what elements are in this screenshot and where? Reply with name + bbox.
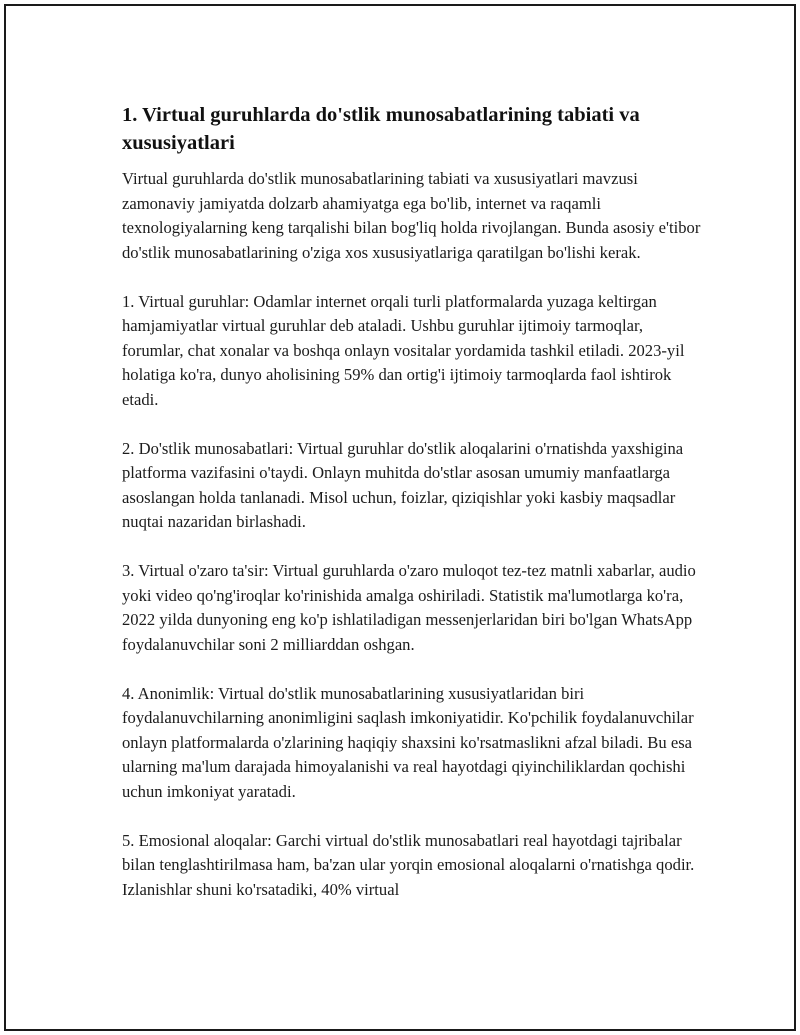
paragraph-virtual-interaction: 3. Virtual o'zaro ta'sir: Virtual guruhlarda o'zaro muloqot tez-tez matnli xabarlar, audio yoki video qo'ng'iroqlar ko'rinishida amalga oshiriladi. Statistik ma'lumotlarga ko'ra, 2022 yilda dunyoning eng ko'p ishlatiladigan messenjerlaridan biri bo'lgan WhatsApp foydalanuvchilar soni 2 milliarddan oshgan. [122,561,696,654]
section-heading: 1. Virtual guruhlarda do'stlik munosabatlarining tabiati va xususiyatlari [122,104,640,154]
page-frame [4,4,796,1031]
paragraph-anonymity: 4. Anonimlik: Virtual do'stlik munosabatlarining xususiyatlaridan biri foydalanuvchilarning anonimligini saqlash imkoniyatidir. Ko'pchilik foydalanuvchilar onlayn platformalarda o'zlarining haqiqiy shaxsini ko'rsatmaslikni afzal biladi. Bu esa ularning ma'lum darajada himoyalanishi va real hayotdagi qiyinchiliklardan qochishi uchun imkoniyat yaratadi. [122,683,694,801]
document-body [122,101,702,927]
paragraph-virtual-groups: 1. Virtual guruhlar: Odamlar internet orqali turli platformalarda yuzaga keltirgan hamjamiyatlar virtual guruhlar deb ataladi. Ushbu guruhlar ijtimoiy tarmoqlar, forumlar, chat xonalar va boshqa onlayn vositalar yordamida tashkil etiladi. 2023-yil holatiga ko'ra, dunyo aholisining 59% dan ortig'i ijtimoiy tarmoqlarda faol ishtirok etadi. [122,291,685,409]
paragraph-friendship-relations: 2. Do'stlik munosabatlari: Virtual guruhlar do'stlik aloqalarini o'rnatishda yaxshigina platforma vazifasini o'taydi. Onlayn muhitda do'stlar asosan umumiy manfaatlarga asoslangan holda tanlanadi. Misol uchun, foizlar, qiziqishlar yoki kasbiy maqsadlar nuqtai nazaridan birlashadi. [122,438,684,531]
intro-paragraph: Virtual guruhlarda do'stlik munosabatlarining tabiati va xususiyatlari mavzusi zamonaviy jamiyatda dolzarb ahamiyatga ega bo'lib, internet va raqamli texnologiyalarning keng tarqalishi bilan bog'liq holda rivojlangan. Bunda asosiy e'tibor do'stlik munosabatlarining o'ziga xos xususiyatlariga qaratilgan bo'lishi kerak. [122,169,701,262]
paragraph-emotional-connections: 5. Emosional aloqalar: Garchi virtual do'stlik munosabatlari real hayotdagi tajribalar bilan tenglashtirilmasa ham, ba'zan ular yorqin emosional aloqalarni o'rnatishga qodir. Izlanishlar shuni ko'rsatadiki, 40% virtual [122,830,695,899]
